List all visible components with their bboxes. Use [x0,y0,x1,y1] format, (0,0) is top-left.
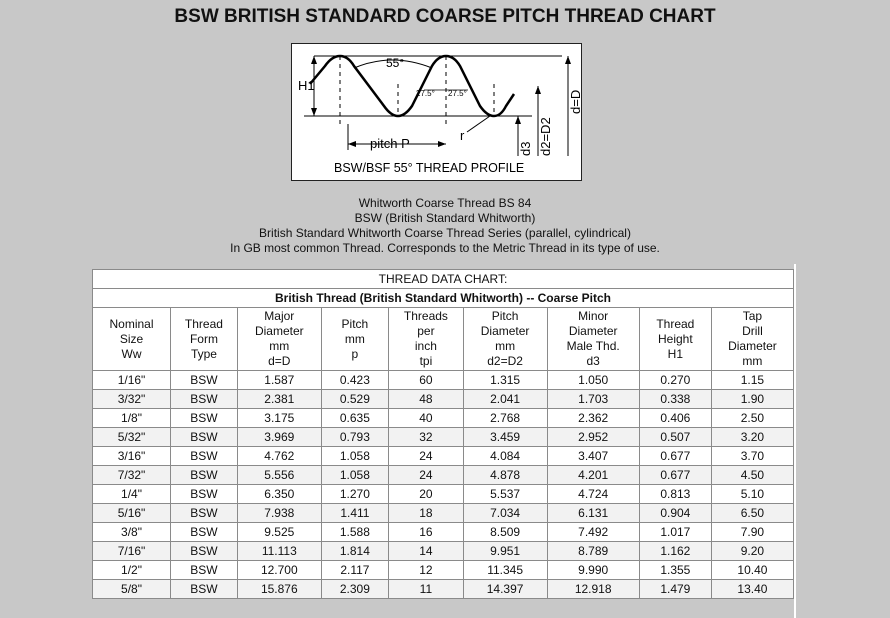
table-cell: BSW [171,580,238,599]
table-cell: 0.904 [639,504,711,523]
table-cell: 1.90 [711,390,793,409]
table-cell: 3.969 [237,428,321,447]
table-cell: 24 [389,447,464,466]
column-header-line: Form [189,331,218,346]
column-header-line: Diameter [728,339,777,353]
thread-profile-curve [310,56,514,116]
column-header-line: Pitch [491,309,519,323]
column-header-line: mm [344,331,365,346]
diagram-caption: BSW/BSF 55° THREAD PROFILE [334,161,525,175]
table-cell: 1.058 [321,447,388,466]
table-cell: 1.162 [639,542,711,561]
column-header-line: per [417,324,435,338]
table-cell: BSW [171,542,238,561]
table-body [93,371,794,599]
table-cell: 4.50 [711,466,793,485]
table-cell: 5/16" [93,504,171,523]
table-cell: 1.479 [639,580,711,599]
column-header-line: mm [742,354,763,368]
table-cell: 5.537 [463,485,547,504]
table-cell: 0.635 [321,409,388,428]
table-cell: 0.423 [321,371,388,390]
column-header-line: Thread [184,316,223,331]
intro-line: British Standard Whitworth Coarse Thread Series (parallel, cylindrical) [259,226,631,240]
table-cell: 0.677 [639,466,711,485]
table-cell: 1/4" [93,485,171,504]
table-cell: 1.587 [237,371,321,390]
column-header-line: d2=D2 [487,354,523,368]
table-cell: 2.952 [547,428,639,447]
table-cell: 15.876 [237,580,321,599]
table-cell: 12.700 [237,561,321,580]
intro-line: In GB most common Thread. Corresponds to the Metric Thread in its type of use. [230,241,660,255]
table-cell: 2.768 [463,409,547,428]
column-header-line: Pitch [341,316,369,331]
column-header-line: Threads [403,309,448,323]
column-header-line: Drill [742,324,763,338]
table-cell: 20 [389,485,464,504]
column-header-line: Ww [121,346,142,361]
table-cell: 5.10 [711,485,793,504]
table-cell: 48 [389,390,464,409]
table-cell: 1.703 [547,390,639,409]
table-row [93,466,794,485]
table-cell: 5/8" [93,580,171,599]
table-cell: 10.40 [711,561,793,580]
table-cell: BSW [171,504,238,523]
table-cell: 4.201 [547,466,639,485]
table-cell: 1.050 [547,371,639,390]
column-header [171,308,238,371]
table-row [93,371,794,390]
column-header [463,308,547,371]
table-subtitle: British Thread (British Standard Whitworth) -- Coarse Pitch [93,289,794,308]
column-header-line: mm [269,339,290,353]
table-cell: BSW [171,466,238,485]
table-cell: 3.407 [547,447,639,466]
table-cell: 9.525 [237,523,321,542]
table-cell: 11.345 [463,561,547,580]
table-cell: 1.355 [639,561,711,580]
table-cell: 6.350 [237,485,321,504]
table-cell: 3/16" [93,447,171,466]
table-cell: 3/8" [93,523,171,542]
column-header-line: Tap [742,309,763,323]
column-header-line: Size [119,331,144,346]
half-angle-left: 27.5° [416,89,435,98]
table-row [93,390,794,409]
table-cell: 5/32" [93,428,171,447]
table-cell: 2.50 [711,409,793,428]
column-header-line: Diameter [568,324,618,338]
table-cell: 1.814 [321,542,388,561]
half-angle-right: 27.5° [448,89,467,98]
table-cell: BSW [171,485,238,504]
table-caption: THREAD DATA CHART: [93,270,794,289]
table-cell: 0.529 [321,390,388,409]
column-header-line: Thread [656,316,695,331]
d-label: d=D [568,89,583,114]
table-cell: 2.381 [237,390,321,409]
table-cell: 9.20 [711,542,793,561]
table-cell: 7.938 [237,504,321,523]
table-cell: 0.406 [639,409,711,428]
table-cell: 3/32" [93,390,171,409]
table-row [93,504,794,523]
table-cell: 1.315 [463,371,547,390]
table-cell: 11 [389,580,464,599]
table-cell: 4.762 [237,447,321,466]
d2-label: d2=D2 [538,117,553,156]
table-cell: 7.492 [547,523,639,542]
table-cell: 32 [389,428,464,447]
table-right-border [794,264,796,618]
d3-label: d3 [518,141,533,156]
intro-text [92,196,798,256]
table-cell: 1.411 [321,504,388,523]
table-row [93,485,794,504]
table-cell: 24 [389,466,464,485]
table-cell: 3.175 [237,409,321,428]
table-cell: 1/2" [93,561,171,580]
column-header [93,308,171,371]
table-cell: 6.131 [547,504,639,523]
table-cell: BSW [171,371,238,390]
thread-profile-diagram [291,43,582,181]
column-header [237,308,321,371]
table-cell: 1.588 [321,523,388,542]
table-cell: 0.338 [639,390,711,409]
table-cell: 0.270 [639,371,711,390]
table-cell: 0.793 [321,428,388,447]
table-cell: 2.309 [321,580,388,599]
column-header [321,308,388,371]
r-label: r [460,128,465,143]
column-header-line: Nominal [109,316,154,331]
intro-line: Whitworth Coarse Thread BS 84 [358,196,532,210]
page-title: BSW BRITISH STANDARD COARSE PITCH THREAD CHART [174,6,716,27]
table-cell: 9.990 [547,561,639,580]
table-cell: 1/8" [93,409,171,428]
column-header-line: Major [264,309,295,323]
table-cell: 2.041 [463,390,547,409]
table-cell: 0.677 [639,447,711,466]
column-header-line: Diameter [254,324,304,338]
pitch-label: pitch P [370,136,410,151]
table-cell: 14.397 [463,580,547,599]
table-cell: 9.951 [463,542,547,561]
table-cell: BSW [171,523,238,542]
table-cell: 0.813 [639,485,711,504]
table-cell: 2.362 [547,409,639,428]
table-cell: BSW [171,447,238,466]
column-header-line: d=D [268,354,291,368]
table-cell: 3.459 [463,428,547,447]
table-row [93,428,794,447]
column-header-line: Type [190,346,217,361]
table-cell: 1.270 [321,485,388,504]
table-cell: 4.084 [463,447,547,466]
table-cell: 2.117 [321,561,388,580]
column-header-line: H1 [667,346,683,361]
table-header-row [93,308,794,371]
thread-data-table [92,269,794,599]
table-cell: 7/16" [93,542,171,561]
table-cell: 5.556 [237,466,321,485]
table-row [93,542,794,561]
table-cell: BSW [171,561,238,580]
h1-label: H1 [298,78,315,93]
table-cell: 7.90 [711,523,793,542]
column-header-line: mm [495,339,516,353]
table-cell: 4.724 [547,485,639,504]
table-cell: 12 [389,561,464,580]
table-cell: 1/16" [93,371,171,390]
column-header-line: Diameter [480,324,530,338]
column-header-line: Height [657,331,693,346]
table-cell: 1.017 [639,523,711,542]
table-cell: BSW [171,390,238,409]
table-cell: 8.509 [463,523,547,542]
table-cell: BSW [171,428,238,447]
table-cell: 11.113 [237,542,321,561]
table-cell: 3.70 [711,447,793,466]
table-cell: 0.507 [639,428,711,447]
column-header-line: d3 [586,354,600,368]
table-cell: 7/32" [93,466,171,485]
column-header-line: p [351,346,359,361]
column-header-line: Minor [578,309,609,323]
table-cell: 6.50 [711,504,793,523]
table-cell: 8.789 [547,542,639,561]
table-row [93,580,794,599]
table-cell: 40 [389,409,464,428]
table-cell: 3.20 [711,428,793,447]
column-header [711,308,793,371]
table-row [93,523,794,542]
column-header-line: tpi [419,354,433,368]
table-row [93,447,794,466]
table-cell: 16 [389,523,464,542]
table-row [93,409,794,428]
table-cell: 4.878 [463,466,547,485]
table-cell: 60 [389,371,464,390]
intro-line: BSW (British Standard Whitworth) [354,211,536,225]
column-header [389,308,464,371]
angle-label: 55° [386,56,405,70]
table-cell: BSW [171,409,238,428]
table-cell: 1.15 [711,371,793,390]
table-cell: 1.058 [321,466,388,485]
column-header-line: inch [414,339,437,353]
column-header-line: Male Thd. [566,339,620,353]
table-cell: 14 [389,542,464,561]
table-cell: 13.40 [711,580,793,599]
table-cell: 18 [389,504,464,523]
column-header [639,308,711,371]
table-row [93,561,794,580]
table-cell: 12.918 [547,580,639,599]
column-header [547,308,639,371]
table-cell: 7.034 [463,504,547,523]
